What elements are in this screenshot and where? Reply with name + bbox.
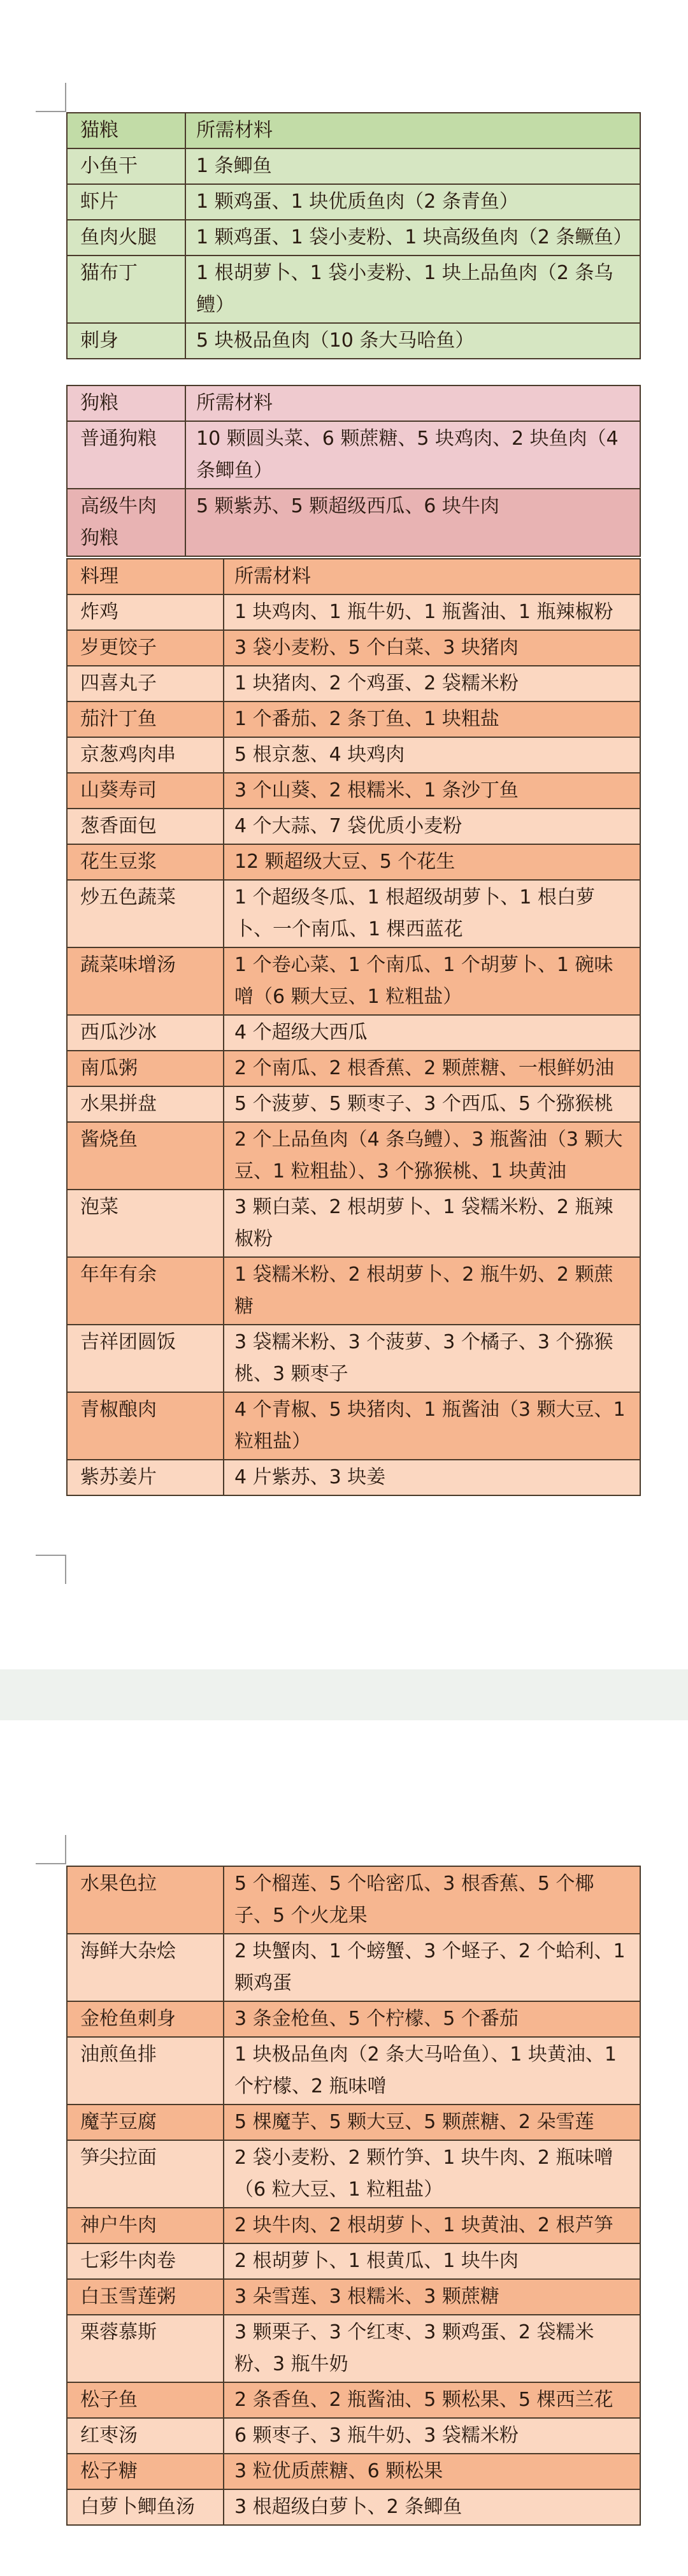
ingredients-cell: 6 颗枣子、3 瓶牛奶、3 袋糯米粉	[224, 2418, 640, 2454]
ingredients-cell: 2 根胡萝卜、1 根黄瓜、1 块牛肉	[224, 2243, 640, 2279]
item-name-cell: 神户牛肉	[67, 2208, 224, 2243]
item-name-cell: 年年有余	[67, 1257, 224, 1325]
ingredients-cell: 1 条鲫鱼	[185, 148, 640, 184]
table-row	[67, 630, 640, 666]
item-name-cell: 水果色拉	[67, 1866, 224, 1934]
table-row	[67, 880, 640, 947]
ingredients-cell: 1 个超级冬瓜、1 根超级胡萝卜、1 根白萝卜、一个南瓜、1 棵西蓝花	[224, 880, 640, 947]
table-row	[67, 1051, 640, 1086]
ingredients-cell: 1 个番茄、2 条丁鱼、1 块粗盐	[224, 702, 640, 737]
table-row	[67, 421, 640, 489]
table-row	[67, 2208, 640, 2243]
item-name-cell: 花生豆浆	[67, 844, 224, 880]
table-row	[67, 1015, 640, 1051]
crop-mark	[65, 83, 66, 112]
table-row	[67, 594, 640, 630]
table-row	[67, 184, 640, 220]
ingredients-cell: 5 个菠萝、5 颗枣子、3 个西瓜、5 个猕猴桃	[224, 1086, 640, 1122]
ingredients-cell: 5 棵魔芋、5 颗大豆、5 颗蔗糖、2 朵雪莲	[224, 2105, 640, 2140]
table-row	[67, 1392, 640, 1460]
table-row	[67, 1934, 640, 2001]
table-row	[67, 2489, 640, 2525]
item-name-cell: 刺身	[67, 323, 185, 359]
ingredients-cell: 5 块极品鱼肉（10 条大马哈鱼）	[185, 323, 640, 359]
item-name-cell: 茄汁丁鱼	[67, 702, 224, 737]
table-row	[67, 220, 640, 255]
item-name-cell: 海鲜大杂烩	[67, 1934, 224, 2001]
item-name-cell: 松子糖	[67, 2454, 224, 2489]
item-name-cell: 四喜丸子	[67, 666, 224, 702]
ingredients-cell: 3 根超级白萝卜、2 条鲫鱼	[224, 2489, 640, 2525]
ingredients-cell: 5 颗紫苏、5 颗超级西瓜、6 块牛肉	[185, 489, 640, 556]
item-name-cell: 白玉雪莲粥	[67, 2279, 224, 2315]
item-name-cell: 紫苏姜片	[67, 1460, 224, 1495]
ingredients-cell: 2 个上品鱼肉（4 条乌鳢）、3 瓶酱油（3 颗大豆、1 粒粗盐）、3 个猕猴桃、1 块黄油	[224, 1122, 640, 1190]
table-row	[67, 666, 640, 702]
document-page-2	[0, 1720, 688, 2576]
item-name-cell: 魔芋豆腐	[67, 2105, 224, 2140]
crop-mark	[36, 1863, 66, 1864]
ingredients-cell: 12 颗超级大豆、5 个花生	[224, 844, 640, 880]
crop-mark	[65, 1555, 66, 1584]
table-row	[67, 2382, 640, 2418]
ingredients-cell: 2 个南瓜、2 根香蕉、2 颗蔗糖、一根鲜奶油	[224, 1051, 640, 1086]
table-row	[67, 1122, 640, 1190]
item-name-cell: 鱼肉火腿	[67, 220, 185, 255]
ingredients-cell: 1 个卷心菜、1 个南瓜、1 个胡萝卜、1 碗味噌（6 颗大豆、1 粒粗盐）	[224, 947, 640, 1015]
table-row	[67, 1866, 640, 1934]
item-name-cell: 岁更饺子	[67, 630, 224, 666]
ingredients-cell: 2 袋小麦粉、2 颗竹笋、1 块牛肉、2 瓶味噌（6 粒大豆、1 粒粗盐）	[224, 2140, 640, 2208]
ingredients-cell: 5 根京葱、4 块鸡肉	[224, 737, 640, 773]
item-name-cell: 猫布丁	[67, 255, 185, 323]
crop-mark	[36, 1555, 66, 1556]
item-name-cell: 狗粮	[67, 385, 185, 421]
item-name-cell: 虾片	[67, 184, 185, 220]
table-row	[67, 2315, 640, 2382]
item-name-cell: 山葵寿司	[67, 773, 224, 809]
table-row	[67, 809, 640, 844]
item-name-cell: 普通狗粮	[67, 421, 185, 489]
table-row	[67, 702, 640, 737]
table-row	[67, 2454, 640, 2489]
page-gap	[0, 1669, 688, 1720]
ingredients-cell: 2 块牛肉、2 根胡萝卜、1 块黄油、2 根芦笋	[224, 2208, 640, 2243]
ingredients-cell: 3 个山葵、2 根糯米、1 条沙丁鱼	[224, 773, 640, 809]
table-row	[67, 1325, 640, 1392]
ingredients-cell: 3 袋糯米粉、3 个菠萝、3 个橘子、3 个猕猴桃、3 颗枣子	[224, 1325, 640, 1392]
ingredients-cell: 10 颗圆头菜、6 颗蔗糖、5 块鸡肉、2 块鱼肉（4 条鲫鱼）	[185, 421, 640, 489]
table-row	[67, 2279, 640, 2315]
table-row	[67, 2418, 640, 2454]
item-name-cell: 炸鸡	[67, 594, 224, 630]
item-name-cell: 料理	[67, 559, 224, 594]
table-row	[67, 1190, 640, 1257]
ingredients-cell: 1 颗鸡蛋、1 块优质鱼肉（2 条青鱼）	[185, 184, 640, 220]
ingredients-cell: 3 粒优质蔗糖、6 颗松果	[224, 2454, 640, 2489]
item-name-cell: 青椒酿肉	[67, 1392, 224, 1460]
ingredients-cell: 1 根胡萝卜、1 袋小麦粉、1 块上品鱼肉（2 条乌鳢）	[185, 255, 640, 323]
ingredients-cell: 所需材料	[224, 559, 640, 594]
ingredients-cell: 1 袋糯米粉、2 根胡萝卜、2 瓶牛奶、2 颗蔗糖	[224, 1257, 640, 1325]
item-name-cell: 泡菜	[67, 1190, 224, 1257]
item-name-cell: 南瓜粥	[67, 1051, 224, 1086]
ingredients-cell: 1 块猪肉、2 个鸡蛋、2 袋糯米粉	[224, 666, 640, 702]
item-name-cell: 红枣汤	[67, 2418, 224, 2454]
table-row	[67, 2037, 640, 2105]
item-name-cell: 松子鱼	[67, 2382, 224, 2418]
ingredients-cell: 4 个大蒜、7 袋优质小麦粉	[224, 809, 640, 844]
table-row	[67, 2243, 640, 2279]
ingredients-cell: 4 个超级大西瓜	[224, 1015, 640, 1051]
item-name-cell: 七彩牛肉卷	[67, 2243, 224, 2279]
ingredients-cell: 4 个青椒、5 块猪肉、1 瓶酱油（3 颗大豆、1 粒粗盐）	[224, 1392, 640, 1460]
ingredients-cell: 所需材料	[185, 385, 640, 421]
table-row	[67, 773, 640, 809]
ingredients-cell: 3 颗栗子、3 个红枣、3 颗鸡蛋、2 袋糯米粉、3 瓶牛奶	[224, 2315, 640, 2382]
item-name-cell: 蔬菜味增汤	[67, 947, 224, 1015]
ingredients-cell: 2 块蟹肉、1 个螃蟹、3 个蛏子、2 个蛤利、1 颗鸡蛋	[224, 1934, 640, 2001]
table-row	[67, 2140, 640, 2208]
ingredients-cell: 3 袋小麦粉、5 个白菜、3 块猪肉	[224, 630, 640, 666]
item-name-cell: 小鱼干	[67, 148, 185, 184]
item-name-cell: 白萝卜鲫鱼汤	[67, 2489, 224, 2525]
item-name-cell: 水果拼盘	[67, 1086, 224, 1122]
dish-recipe-table-continued	[66, 1866, 641, 2526]
table-row	[67, 1086, 640, 1122]
ingredients-cell: 4 片紫苏、3 块姜	[224, 1460, 640, 1495]
item-name-cell: 炒五色蔬菜	[67, 880, 224, 947]
ingredients-cell: 所需材料	[185, 113, 640, 148]
table-row	[67, 323, 640, 359]
table-row	[67, 489, 640, 556]
table-row	[67, 255, 640, 323]
ingredients-cell: 3 条金枪鱼、5 个柠檬、5 个番茄	[224, 2001, 640, 2037]
table-header-row	[67, 559, 640, 594]
item-name-cell: 吉祥团圆饭	[67, 1325, 224, 1392]
item-name-cell: 酱烧鱼	[67, 1122, 224, 1190]
crop-mark	[36, 111, 66, 112]
cat-food-table	[66, 112, 641, 359]
item-name-cell: 京葱鸡肉串	[67, 737, 224, 773]
table-row	[67, 1257, 640, 1325]
item-name-cell: 高级牛肉狗粮	[67, 489, 185, 556]
crop-mark	[65, 1835, 66, 1864]
dish-recipe-table	[66, 558, 641, 1496]
ingredients-cell: 1 块鸡肉、1 瓶牛奶、1 瓶酱油、1 瓶辣椒粉	[224, 594, 640, 630]
ingredients-cell: 3 颗白菜、2 根胡萝卜、1 袋糯米粉、2 瓶辣椒粉	[224, 1190, 640, 1257]
item-name-cell: 栗蓉慕斯	[67, 2315, 224, 2382]
table-row	[67, 844, 640, 880]
item-name-cell: 猫粮	[67, 113, 185, 148]
table-row	[67, 737, 640, 773]
ingredients-cell: 5 个榴莲、5 个哈密瓜、3 根香蕉、5 个椰子、5 个火龙果	[224, 1866, 640, 1934]
ingredients-cell: 1 块极品鱼肉（2 条大马哈鱼）、1 块黄油、1 个柠檬、2 瓶味噌	[224, 2037, 640, 2105]
ingredients-cell: 2 条香鱼、2 瓶酱油、5 颗松果、5 棵西兰花	[224, 2382, 640, 2418]
item-name-cell: 葱香面包	[67, 809, 224, 844]
table-row	[67, 2001, 640, 2037]
ingredients-cell: 3 朵雪莲、3 根糯米、3 颗蔗糖	[224, 2279, 640, 2315]
item-name-cell: 金枪鱼刺身	[67, 2001, 224, 2037]
table-header-row	[67, 113, 640, 148]
item-name-cell: 笋尖拉面	[67, 2140, 224, 2208]
table-header-row	[67, 385, 640, 421]
item-name-cell: 油煎鱼排	[67, 2037, 224, 2105]
item-name-cell: 西瓜沙冰	[67, 1015, 224, 1051]
dog-food-table	[66, 385, 641, 557]
ingredients-cell: 1 颗鸡蛋、1 袋小麦粉、1 块高级鱼肉（2 条鳜鱼）	[185, 220, 640, 255]
table-row	[67, 2105, 640, 2140]
table-row	[67, 148, 640, 184]
table-row	[67, 1460, 640, 1495]
table-row	[67, 947, 640, 1015]
